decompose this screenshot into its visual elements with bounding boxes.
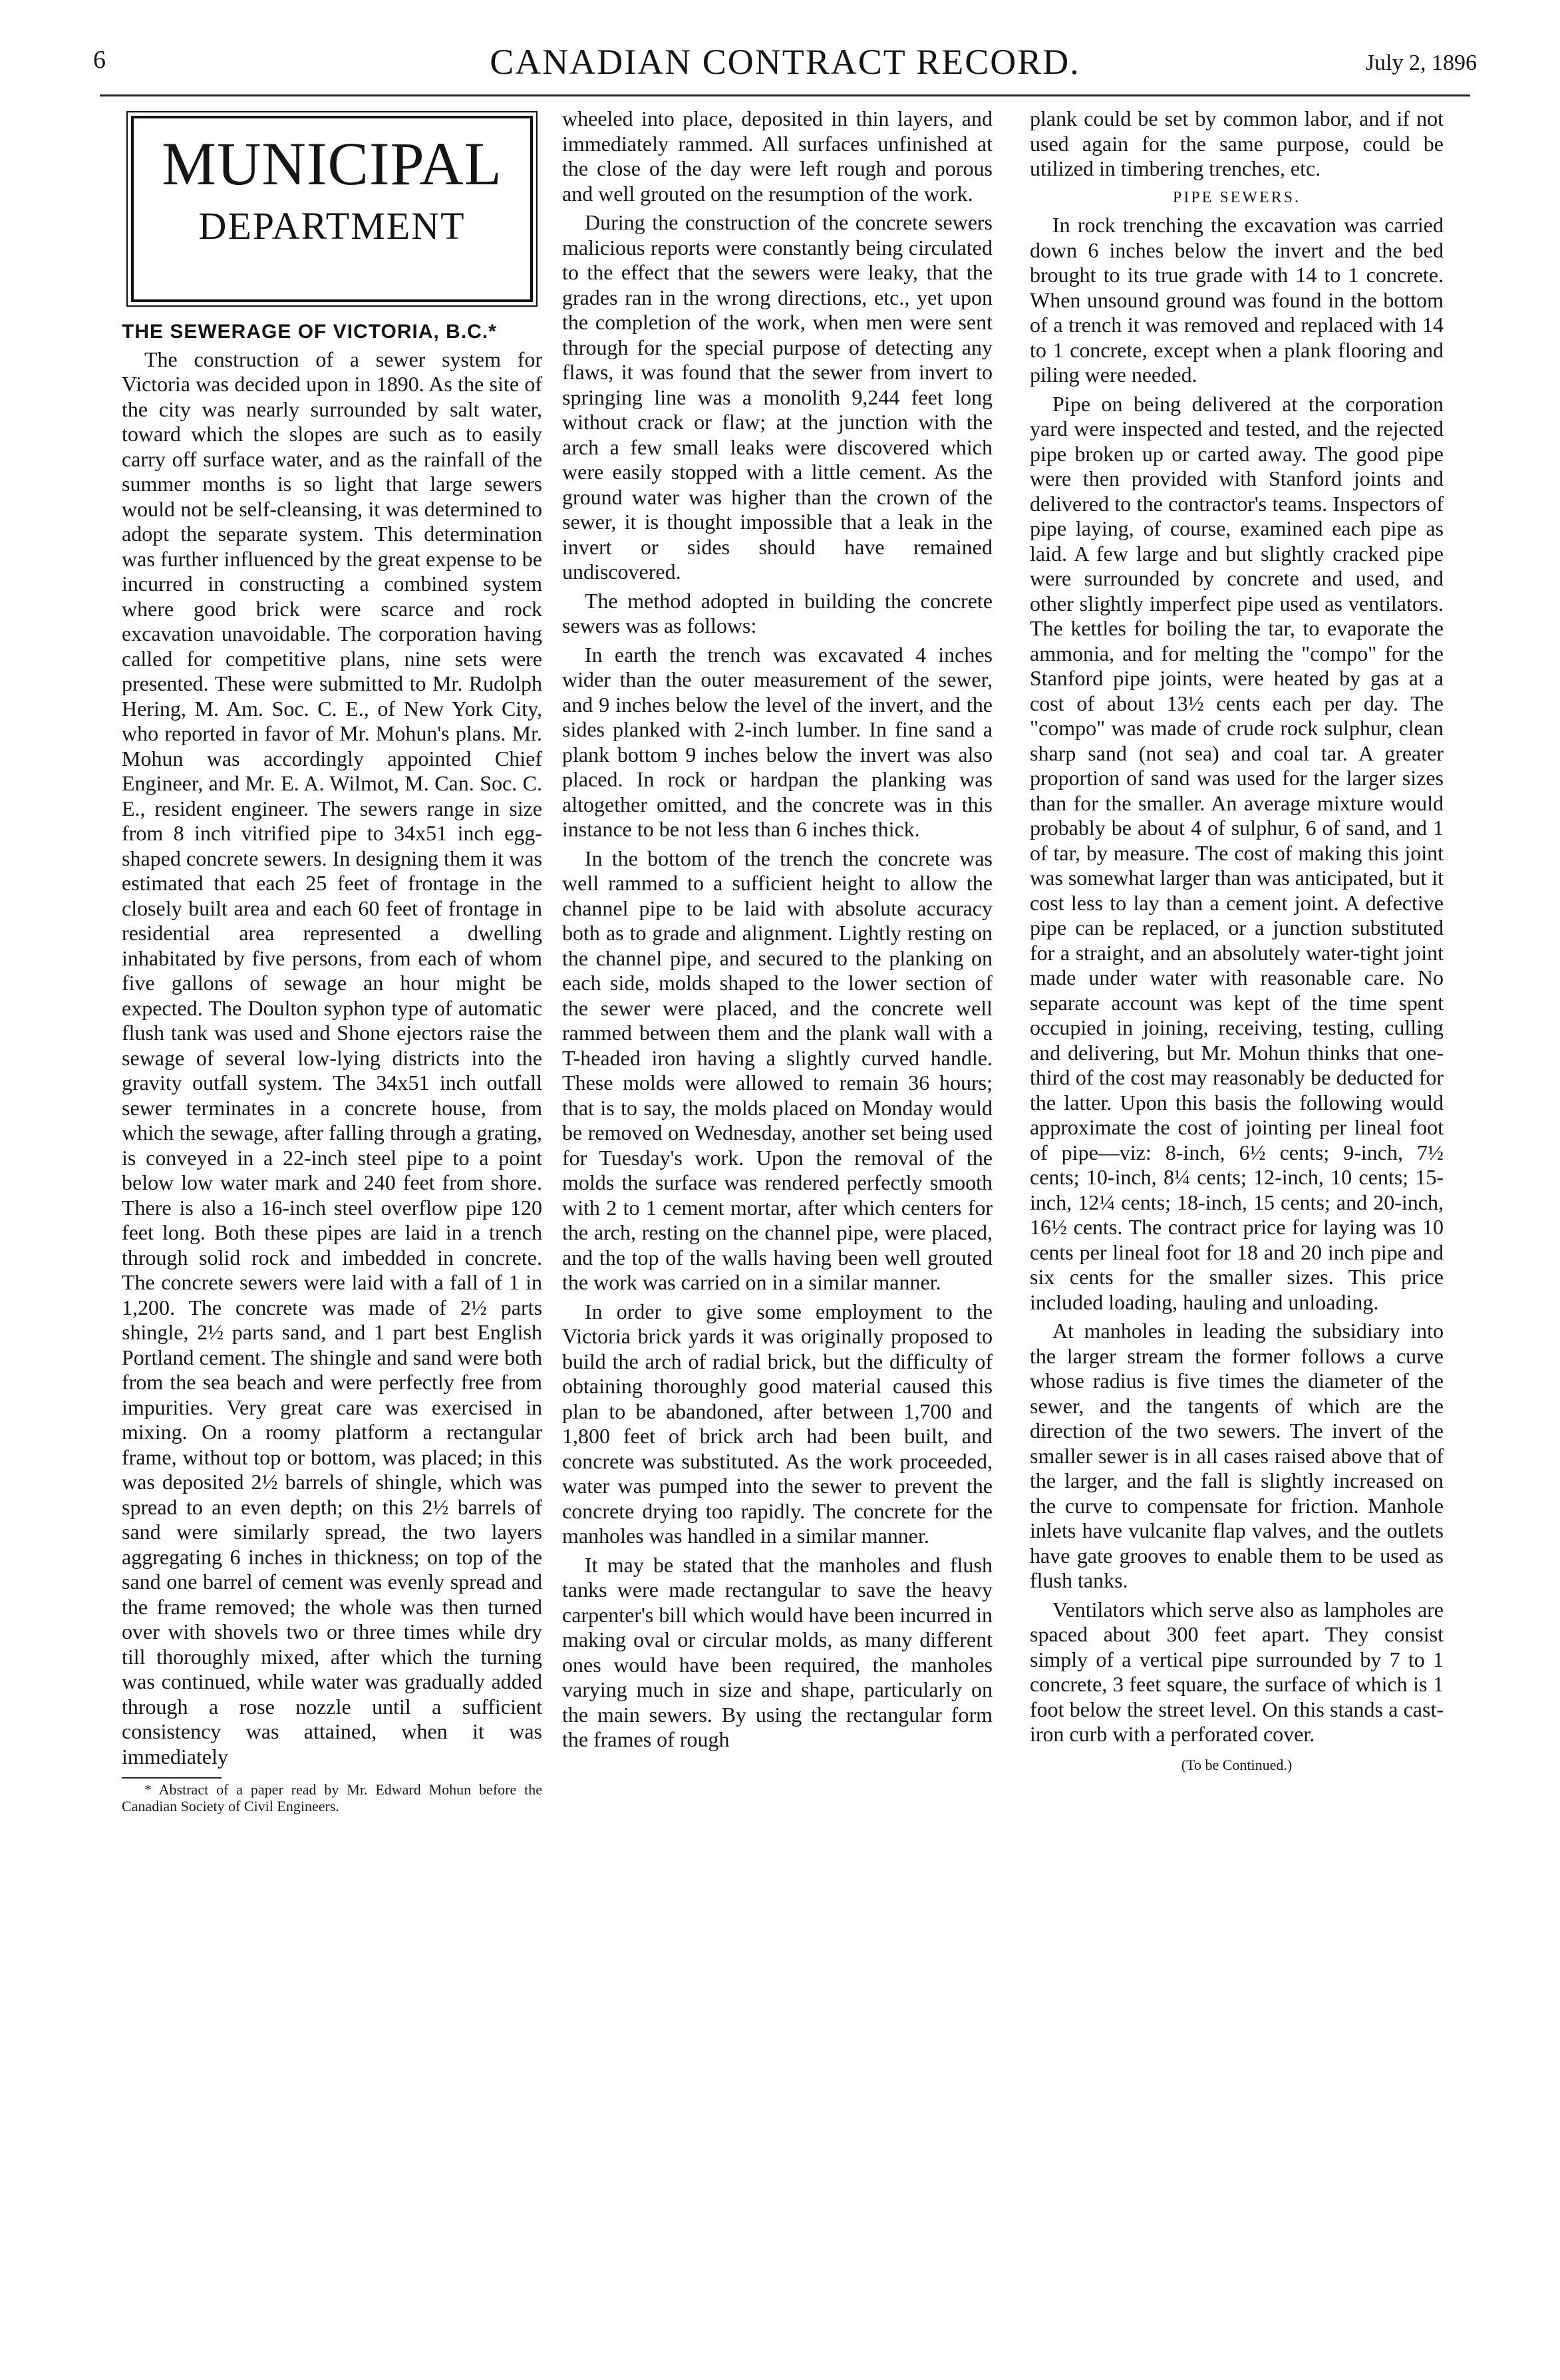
paragraph: It may be stated that the manholes and flush tanks were made rectangular to save the heavy carpenter's bill which would have been incurred in making oval or circular molds, as many different ones would have been required, the manholes varying much in size and shape, particularly on the main sewers. By using the rectangular form the frames of rough bbox=[562, 1552, 993, 1751]
page-number: 6 bbox=[93, 46, 106, 74]
paragraph: In the bottom of the trench the concrete was well rammed to a sufficient height to allow the channel pipe to be laid with absolute accuracy both as to grade and alignment. Lightly resting on the channel pipe, and secured to the planking on each side, molds shaped to the lower section of the sewer were placed, and the concrete well rammed between them and the plank wall with a T-headed iron having a slightly curved handle. These molds were allowed to remain 36 hours; that is to say, the molds placed on Monday would be removed on Wednesday, another set being used for Tuesday's work. Upon the removal of the molds the surface was rendered perfectly smooth with 2 to 1 cement mortar, after which centers for the arch, resting on the channel pipe, were placed, and the top of the walls having been well grouted the work was carried on in a similar manner. bbox=[562, 846, 993, 1294]
article-title: THE SEWERAGE OF VICTORIA, B.C.* bbox=[122, 321, 497, 343]
journal-title: CANADIAN CONTRACT RECORD. bbox=[490, 42, 1080, 82]
footnote: * Abstract of a paper read by Mr. Edward Mohun before the Canadian Society of Civil Engineers. bbox=[122, 1781, 542, 1814]
paragraph: At manholes in leading the subsidiary into the larger stream the former follows a curve whose radius is five times the diameter of the sewer, and the tangents of which are the direction of the two sewers. The invert of the smaller sewer is in all cases raised above that of the larger, and the fall is slightly increased on the curve to compensate for friction. Manhole inlets have vulcanite flap valves, and the outlets have gate grooves to enable them to be used as flush tanks. bbox=[1030, 1319, 1444, 1592]
paragraph: In earth the trench was excavated 4 inches wider than the outer measurement of the sewer, and 9 inches below the level of the invert, and the sides planked with 2-inch lumber. In fine sand a plank bottom 9 inches below the invert was also placed. In rock or hardpan the planking was altogether omitted, and the concrete was in this instance to be not less than 6 inches thick. bbox=[562, 642, 993, 841]
issue-date: July 2, 1896 bbox=[1365, 51, 1477, 75]
subheading: PIPE SEWERS. bbox=[1172, 188, 1301, 206]
banner-line-1: MUNICIPAL bbox=[162, 130, 502, 198]
paragraph: Ventilators which serve also as lampholes are spaced about 300 feet apart. They consist simply of a vertical pipe surrounded by 7 to 1 concrete, 3 feet square, the surface of which is 1 foot below the street level. On this stands a cast-iron curb with a perforated cover. bbox=[1030, 1597, 1444, 1746]
banner-line-2: DEPARTMENT bbox=[198, 204, 466, 248]
footnote-rule bbox=[122, 1777, 222, 1779]
paragraph: The construction of a sewer system for Victoria was decided upon in 1890. As the site of the city was nearly surrounded by salt water, toward which the slopes are such as to easily carry off surface water, and as the rainfall of the summer months is so light that large sewers would not be self-cleansing, it was determined to adopt the separate system. This determination was further influenced by the great expense to be incurred in constructing a combined system where good brick were scarce and rock excavation unavoidable. The corporation having called for competitive plans, nine sets were presented. These were submitted to Mr. Rudolph Hering, M. Am. Soc. C. E., of New York City, who reported in favor of Mr. Mohun's plans. Mr. Mohun was accordingly appointed Chief Engineer, and Mr. E. A. Wilmot, M. Can. Soc. C. E., resident engineer. The sewers range in size from 8 inch vitrified pipe to 34x51 inch egg-shaped concrete sewers. In designing them it was estimated that each 25 feet of frontage in the closely built area and each 60 feet of frontage in residential area represented a dwelling inhabitated by five persons, from each of whom five gallons of sewage an hour might be expected. The Doulton syphon type of automatic flush tank was used and Shone ejectors raise the sewage of several low-lying districts into the gravity outfall system. The 34x51 inch outfall sewer terminates in a concrete house, from which the sewage, after falling through a grating, is conveyed in a 22-inch steel pipe to a point below low water mark and 240 feet from shore. There is also a 16-inch steel overflow pipe 120 feet long. Both these pipes are laid in a trench through solid rock and imbedded in concrete. The concrete sewers were laid with a fall of 1 in 1,200. The concrete was made of 2½ parts shingle, 2½ parts sand, and 1 part best English Portland cement. The shingle and sand were both from the sea beach and were perfectly free from impurities. Very great care was exercised in mixing. On a roomy platform a rectangular frame, without top or bottom, was placed; in this was deposited 2½ barrels of shingle, which was spread to an even depth; on this 2½ barrels of sand were similarly spread, the two layers aggregating 6 inches in thickness; on top of the sand one barrel of cement was evenly spread and the frame removed; the whole was then turned over with shovels two or three times while dry till thoroughly mixed, after which the turning was continued, while water was gradually added through a rose nozzle until a sufficient consistency was attained, when it was immediately bbox=[122, 347, 542, 1769]
page-header bbox=[93, 41, 1477, 88]
paragraph: Pipe on being delivered at the corporation yard were inspected and tested, and the rejected pipe broken up or carted away. The good pipe were then provided with Stanford joints and delivered to the contractor's teams. Inspectors of pipe laying, of course, examined each pipe as laid. A few large and but slightly cracked pipe were surrounded by concrete and used, and other slightly imperfect pipe used as ventilators. The kettles for boiling the tar, to evaporate the ammonia, and for melting the "compo" for the Stanford pipe joints, were heated by gas at a cost of about 13½ cents each per day. The "compo" was made of crude rock sulphur, clean sharp sand (not sea) and coal tar. A greater proportion of sand was used for the larger sizes than for the smaller. An average mixture would probably be about 4 of sulphur, 6 of sand, and 1 of tar, by measure. The cost of making this joint was somewhat larger than was anticipated, but it cost less to lay than a cement joint. A defective pipe can be replaced, or a junction substituted for a straight, and an absolutely water-tight joint made under water with reasonable care. No separate account was kept of the time spent occupied in joining, receiving, testing, culling and delivering, but Mr. Mohun thinks that one-third of the cost may reasonably be deducted for the latter. Upon this basis the following would approximate the cost of jointing per lineal foot of pipe—viz: 8-inch, 6½ cents; 9-inch, 7½ cents; 10-inch, 8¼ cents; 12-inch, 10 cents; 15-inch, 12¼ cents; 18-inch, 15 cents; and 20-inch, 16½ cents. The contract price for laying was 10 cents per lineal foot for 18 and 20 inch pipe and six cents for the smaller sizes. This price included loading, hauling and unloading. bbox=[1030, 391, 1444, 1314]
paragraph: During the construction of the concrete sewers malicious reports were constantly being circulated to the effect that the sewers were leaky, that the grades ran in the wrong directions, etc., yet upon the completion of the work, when men were sent through for the special purpose of detecting any flaws, it was found that the sewer from invert to springing line was a monolith 9,244 feet long without crack or flaw; at the junction with the arch a few small leaks were discovered which were easily stopped with a little cement. As the ground water was higher than the crown of the sewer, it is thought impossible that a leak in the invert or sides should have remained undiscovered. bbox=[562, 210, 993, 584]
column-3 bbox=[1030, 106, 1444, 1777]
column-2 bbox=[562, 106, 993, 1757]
header-rule bbox=[100, 94, 1470, 96]
column-1 bbox=[122, 106, 542, 1818]
paragraph: The method adopted in building the concrete sewers was as follows: bbox=[562, 588, 993, 637]
section-banner bbox=[131, 116, 533, 302]
paragraph: In rock trenching the excavation was carried down 6 inches below the invert and the bed brought to its true grade with 14 to 1 concrete. When unsound ground was found in the bottom of a trench it was removed and replaced with 14 to 1 concrete, except when a plank flooring and piling were needed. bbox=[1030, 213, 1444, 387]
paragraph: wheeled into place, deposited in thin layers, and immediately rammed. All surfaces unfinished at the close of the day were left rough and porous and well grouted on the resumption of the work. bbox=[562, 106, 993, 206]
continued-note: (To be Continued.) bbox=[1181, 1756, 1293, 1773]
paragraph: plank could be set by common labor, and if not used again for the same purpose, could be utilized in timbering trenches, etc. bbox=[1030, 106, 1444, 180]
paragraph: In order to give some employment to the Victoria brick yards it was originally proposed to build the arch of radial brick, but the difficulty of obtaining thoroughly good material caused this plan to be abandoned, after between 1,700 and 1,800 feet of brick arch had been built, and concrete was substituted. As the work proceeded, water was pumped into the sewer to prevent the concrete drying too rapidly. The concrete for the manholes was handled in a similar manner. bbox=[562, 1299, 993, 1548]
